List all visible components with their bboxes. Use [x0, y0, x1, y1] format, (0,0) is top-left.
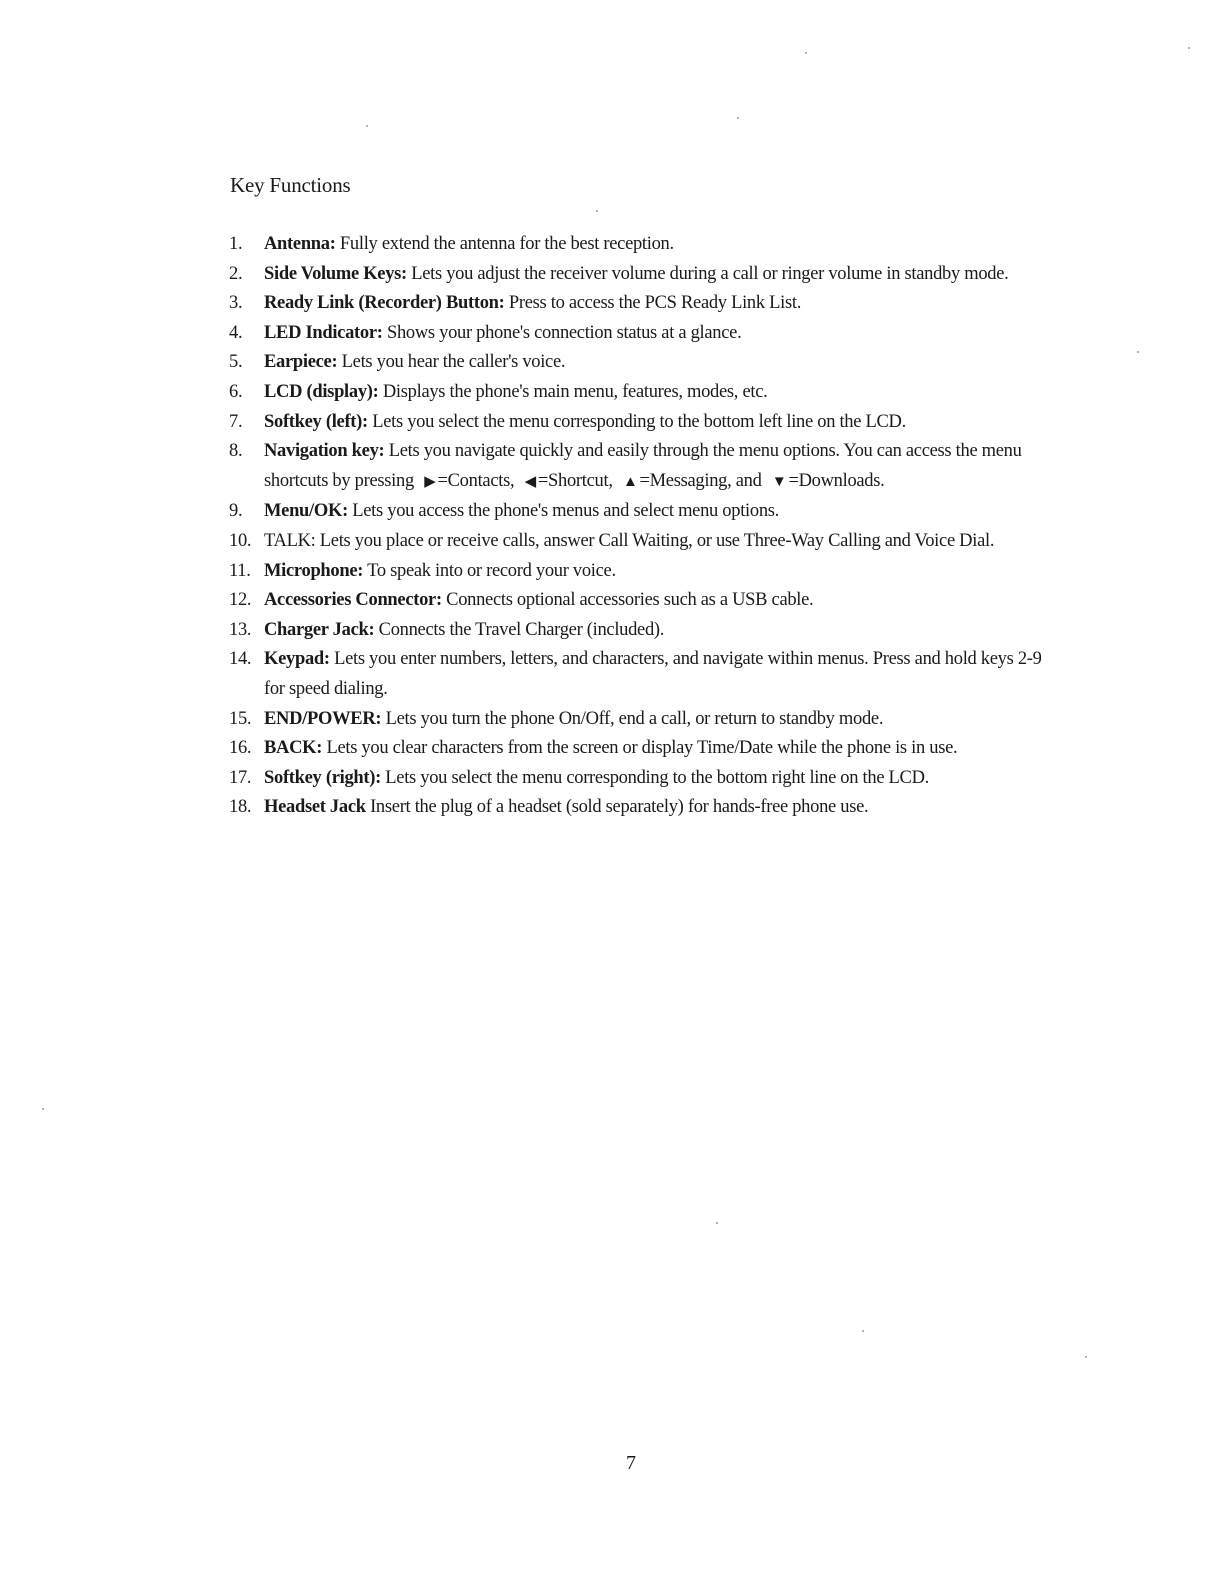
list-item: [229, 734, 1049, 764]
page-number: 7: [626, 1452, 636, 1474]
item-term: Menu/OK:: [264, 501, 348, 522]
list-item: [229, 230, 1049, 260]
item-number: 8.: [229, 441, 243, 462]
item-term: END/POWER:: [264, 708, 382, 729]
item-term: Navigation key:: [264, 441, 385, 462]
list-item: [229, 705, 1049, 735]
list-item: [229, 408, 1049, 438]
scan-speck: [862, 1330, 864, 1332]
shortcut-label: =Messaging, and: [639, 470, 762, 491]
list-item: [229, 497, 1049, 527]
item-number: 6.: [229, 381, 243, 402]
down-arrow-icon: ▼: [771, 473, 787, 490]
item-term: Antenna:: [264, 234, 336, 254]
key-functions-list: [229, 230, 1049, 823]
shortcut-label: =Contacts,: [437, 470, 515, 491]
item-term: Earpiece:: [264, 352, 338, 373]
shortcut-label: =Shortcut,: [537, 470, 613, 491]
item-number: 12.: [229, 590, 252, 611]
item-description: Displays the phone's main menu, features, modes, etc.: [378, 381, 768, 402]
list-item: [229, 260, 1049, 290]
item-number: 9.: [229, 501, 243, 522]
scan-speck: [805, 52, 807, 54]
scan-speck: [1188, 47, 1190, 49]
up-arrow-icon: ▲: [622, 473, 638, 490]
item-number: 14.: [229, 649, 252, 670]
item-term: Keypad:: [264, 649, 330, 670]
item-description: Insert the plug of a headset (sold separately) for hands-free phone use.: [365, 797, 869, 818]
item-term: Softkey (right):: [264, 767, 381, 788]
scan-speck: [366, 125, 368, 127]
left-arrow-icon: ◀: [524, 473, 536, 490]
item-description: To speak into or record your voice.: [363, 560, 616, 581]
scan-speck: [716, 1222, 718, 1224]
list-item: [229, 586, 1049, 616]
item-description: Connects optional accessories such as a USB cable.: [441, 590, 814, 611]
item-description: Lets you select the menu corresponding to the bottom right line on the LCD.: [380, 767, 929, 788]
item-number: 5.: [229, 352, 243, 373]
item-term: Ready Link (Recorder) Button:: [264, 293, 505, 314]
item-number: 18.: [229, 797, 252, 818]
list-item: [229, 616, 1049, 646]
list-item: [229, 527, 1049, 557]
section-title: Key Functions: [230, 173, 351, 197]
item-term: LCD (display):: [264, 381, 379, 402]
item-description: Connects the Travel Charger (included).: [374, 619, 665, 640]
list-item: [229, 645, 1049, 704]
item-description: Lets you access the phone's menus and select menu options.: [347, 501, 780, 522]
item-description: Lets you place or receive calls, answer Call Waiting, or use Three-Way Calling and Voice Dial.: [315, 530, 995, 551]
item-term: Softkey (left):: [264, 411, 368, 432]
item-description: Shows your phone's connection status at a glance.: [382, 322, 742, 343]
item-term: TALK:: [264, 530, 316, 551]
item-term: Accessories Connector:: [264, 590, 442, 611]
item-number: 11.: [229, 560, 251, 581]
list-item: [229, 289, 1049, 319]
scan-speck: [1085, 1356, 1087, 1358]
scan-speck: [1137, 351, 1139, 353]
list-item: [229, 319, 1049, 349]
list-item: [229, 764, 1049, 794]
scan-speck: [42, 1108, 44, 1110]
scan-speck: [737, 117, 739, 119]
item-term: Charger Jack:: [264, 619, 375, 640]
item-number: 15.: [229, 708, 252, 729]
list-item: [229, 378, 1049, 408]
item-term: Microphone:: [264, 560, 364, 581]
list-item: [229, 348, 1049, 378]
item-term: LED Indicator:: [264, 322, 383, 343]
item-number: 1.: [229, 234, 243, 254]
item-description: Lets you hear the caller's voice.: [337, 352, 566, 373]
item-description: Lets you clear characters from the screen or display Time/Date while the phone is in use.: [322, 738, 958, 759]
item-number: 10.: [229, 530, 252, 551]
item-number: 13.: [229, 619, 252, 640]
item-description: Fully extend the antenna for the best reception.: [335, 234, 674, 254]
list-item: [229, 793, 1049, 823]
item-term: BACK:: [264, 738, 323, 759]
item-description: Press to access the PCS Ready Link List.: [504, 293, 802, 314]
item-term: Side Volume Keys:: [264, 263, 407, 284]
item-description: Lets you turn the phone On/Off, end a call, or return to standby mode.: [381, 708, 884, 729]
item-description: Lets you adjust the receiver volume during a call or ringer volume in standby mode.: [406, 263, 1009, 284]
list-item: [229, 557, 1049, 587]
shortcut-label: =Downloads.: [788, 470, 885, 491]
right-arrow-icon: ▶: [424, 473, 436, 490]
scan-speck: [596, 210, 598, 212]
item-number: 17.: [229, 767, 252, 788]
item-description: Lets you navigate quickly and easily through the menu options. You can access the menu shortcuts by pressing: [264, 441, 1022, 491]
item-description: Lets you enter numbers, letters, and characters, and navigate within menus. Press and hold keys 2-9 for speed dialing.: [264, 649, 1042, 699]
item-number: 3.: [229, 293, 243, 314]
item-number: 4.: [229, 322, 243, 343]
item-description: Lets you select the menu corresponding to the bottom left line on the LCD.: [367, 411, 906, 432]
item-number: 16.: [229, 738, 252, 759]
item-term: Headset Jack: [264, 797, 366, 818]
item-number: 7.: [229, 411, 243, 432]
list-item: [229, 437, 1049, 497]
item-number: 2.: [229, 263, 243, 284]
